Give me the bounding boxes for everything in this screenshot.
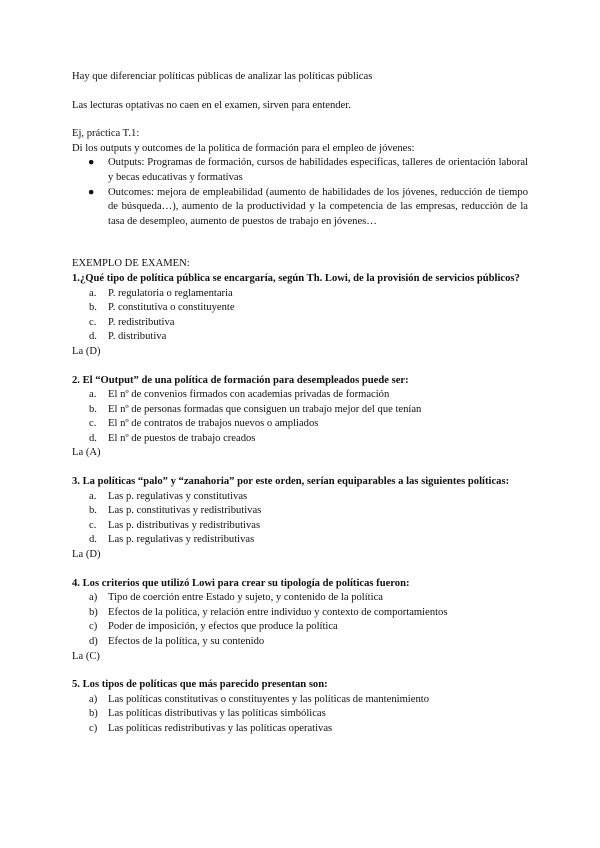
question-title: 5. Los tipos de políticas que más parecido presentan son: [72, 679, 328, 691]
intro-line-2: Las lecturas optativas no caen en el examen, sirven para entender. [72, 99, 351, 111]
option-list [72, 693, 528, 737]
option-marker: c. [89, 519, 97, 531]
option-text: Las políticas distributivas y las políticas simbólicas [108, 708, 326, 720]
option-item [72, 490, 528, 505]
question-title: 3. La políticas “palo” y “zanahoria” por este orden, serían equiparables a las siguientes políticas: [72, 476, 510, 488]
option-item [72, 722, 528, 737]
answer-text: La (C) [72, 650, 100, 662]
option-item [72, 693, 528, 708]
option-item [72, 388, 528, 403]
question-title: 2. El “Output” de una política de formación para desempleados puede ser: [72, 374, 409, 386]
option-marker: b) [89, 606, 98, 618]
bullet-dot-icon: ● [88, 186, 95, 198]
option-text: Las políticas redistributivas y las políticas operativas [108, 722, 333, 734]
option-item [72, 287, 528, 302]
bullet-dot-icon: ● [88, 157, 95, 169]
option-text: Efectos de la política, y su contenido [108, 636, 265, 647]
option-marker: b) [89, 708, 98, 720]
practice-bullet-list [72, 156, 528, 229]
option-marker: a. [89, 389, 97, 401]
answer-text: La (A) [72, 447, 101, 459]
option-text: El nº de personas formadas que consiguen un trabajo mejor del que tenían [108, 403, 422, 415]
option-marker: c. [89, 418, 97, 430]
option-marker: c) [89, 621, 98, 633]
option-text: Tipo de coerción entre Estado y sujeto, y contenido de la política [108, 592, 383, 604]
option-item [72, 504, 528, 519]
answer-text: La (D) [72, 549, 101, 561]
question-title: 4. Los criterios que utilizó Lowi para crear su tipología de políticas fueron: [72, 577, 410, 589]
option-text: Efectos de la política, y relación entre individuo y contexto de comportamientos [108, 606, 448, 618]
option-item [72, 533, 528, 548]
option-marker: c) [89, 722, 98, 734]
option-marker: a) [89, 592, 98, 604]
practice-bullet-text: Outputs: Programas de formación, cursos de habilidades específicas, talleres de orientación laboral y becas educativas y formativas [108, 157, 528, 183]
option-text: El nº de convenios firmados con academias privadas de formación [108, 389, 390, 401]
option-marker: d. [89, 331, 97, 343]
option-text: Las p. regulativas y constitutivas [108, 490, 248, 502]
practice-bullet [72, 186, 528, 230]
option-item [72, 519, 528, 534]
option-text: Las políticas constitutivas o constituyentes y las políticas de mantenimiento [108, 693, 429, 705]
option-list [72, 287, 528, 345]
option-item [72, 707, 528, 722]
option-marker: a. [89, 287, 97, 299]
option-text: P. redistributiva [108, 316, 175, 328]
option-text: El nº de contratos de trabajos nuevos o ampliados [108, 418, 319, 430]
option-marker: d. [89, 432, 97, 444]
option-item [72, 432, 528, 447]
option-text: Las p. constitutivas y redistributivas [108, 505, 262, 517]
question-title: 1.¿Qué tipo de política pública se encargaría, según Th. Lowi, de la provisión de servicios públicos? [72, 272, 520, 284]
option-item [72, 620, 528, 635]
option-list [72, 591, 528, 649]
intro-line-1: Hay que diferenciar políticas públicas de analizar las políticas públicas [72, 71, 373, 82]
option-marker: d) [89, 636, 98, 647]
option-marker: c. [89, 316, 97, 328]
option-text: Las p. distributivas y redistributivas [108, 519, 261, 531]
option-list [72, 388, 528, 446]
option-marker: a) [89, 693, 98, 705]
document-body [72, 70, 528, 737]
exam-heading: EXEMPLO DE EXAMEN: [72, 258, 190, 270]
option-item [72, 591, 528, 606]
option-item [72, 403, 528, 418]
option-marker: b. [89, 505, 97, 517]
practice-bullet [72, 156, 528, 185]
answer-text: La (D) [72, 345, 101, 357]
option-item [72, 301, 528, 316]
option-marker: b. [89, 302, 97, 314]
option-text: P. distributiva [108, 331, 167, 343]
option-text: P. constitutiva o constituyente [108, 302, 235, 314]
practice-prompt: Di los outputs y outcomes de la política de formación para el empleo de jóvenes: [72, 142, 415, 154]
option-list [72, 490, 528, 548]
option-marker: a. [89, 490, 97, 502]
option-text: Poder de imposición, y efectos que produce la política [108, 621, 338, 633]
option-item [72, 635, 528, 650]
option-item [72, 316, 528, 331]
question-list [72, 272, 528, 737]
option-text: Las p. regulativas y redistributivas [108, 534, 255, 546]
option-text: P. regulatoria o reglamentaria [108, 287, 233, 299]
option-item [72, 330, 528, 345]
option-marker: b. [89, 403, 97, 415]
option-item [72, 417, 528, 432]
option-text: El nº de puestos de trabajo creados [108, 432, 256, 444]
practice-bullet-text: Outcomes: mejora de empleabilidad (aumento de habilidades de los jóvenes, reducción de tiempo de búsqueda…), aumento de la productividad y la competencia de las empresas, reducción de la tasa de desempleo, aumento de puestos de trabajo en jóvenes… [108, 186, 528, 227]
option-item [72, 606, 528, 621]
practice-title: Ej, práctica T.1: [72, 128, 140, 140]
option-marker: d. [89, 534, 97, 546]
